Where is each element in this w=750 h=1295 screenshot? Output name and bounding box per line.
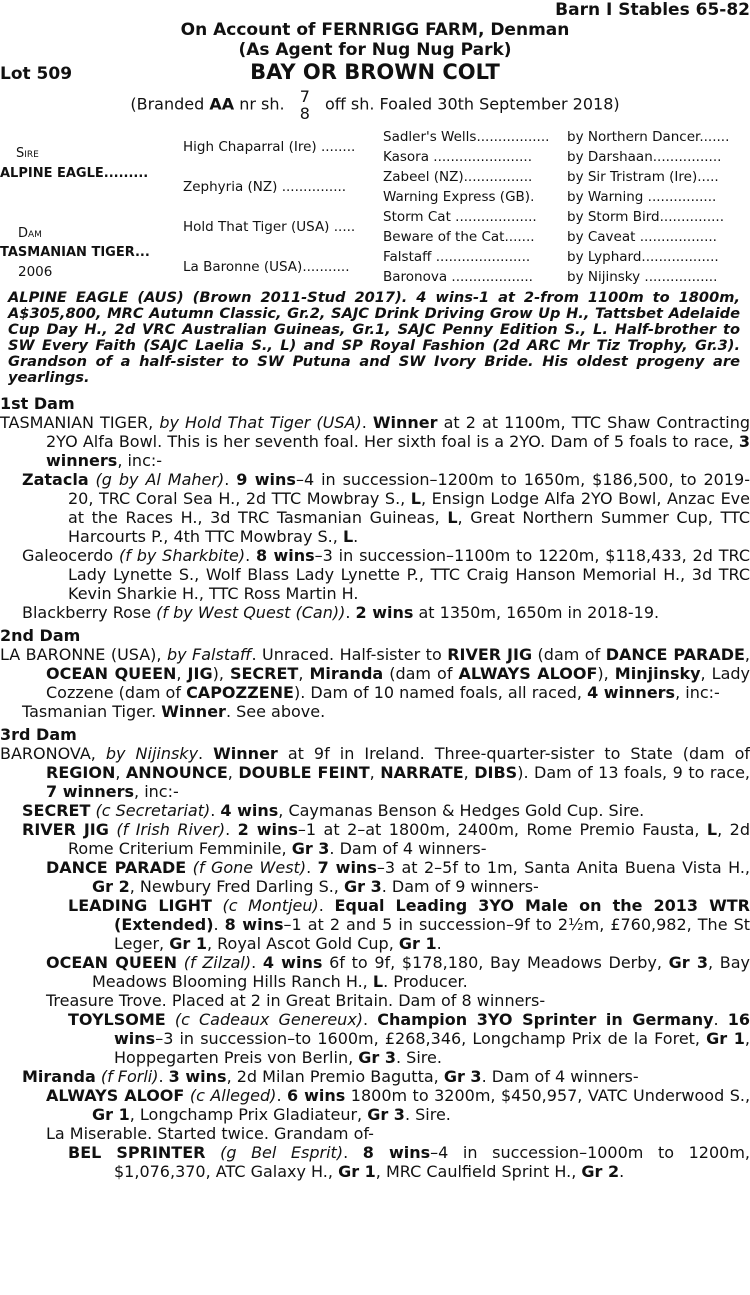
sire-dam: Zephyria (NZ) ............... xyxy=(183,179,347,195)
progeny-galeocerdo: Galeocerdo (f by Sharkbite). 8 wins–3 in succession–1100m to 1220m, $118,433, 2d TRC Lady Lynette S., Wolf Blass Lady Lynette P., TTC Craig Hanson Memorial H., 3d TRC Kevin Sharkie H., TTC Ross Martin H. xyxy=(22,546,750,603)
g3-1: Sadler's Wells................. xyxy=(383,129,550,145)
third-dam-entry: BARONOVA, by Nijinsky. Winner at 9f in Ireland. Three-quarter-sister to State (dam of REGION, ANNOUNCE, DOUBLE FEINT, NARRATE, DIBS). Dam of 13 foals, 9 to race, 7 winners, inc:- xyxy=(0,744,750,801)
progeny-la-miserable: La Miserable. Started twice. Grandam of- xyxy=(46,1124,374,1143)
dam-label: Dam xyxy=(18,226,42,241)
vendor-account: On Account of FERNRIGG FARM, Denman xyxy=(180,20,570,40)
dam-dam: La Baronne (USA)........... xyxy=(183,259,350,275)
sire-description: ALPINE EAGLE (AUS) (Brown 2011-Stud 2017). 4 wins-1 at 2-from 1100m to 1800m, A$305,800, MRC Autumn Classic, Gr.2, SAJC Drink Driving Grow Up H., Tattsbet Adelaide Cup Day H., 2d VRC Australian Guineas, Gr.1, SAJC Penny Edition S., L. Half-brother to SW Every Faith (SAJC Laelia S., L) and SP Royal Fashion (2d ARC Mr Tiz Trophy, Gr.3). Grandson of a half-sister to SW Putuna and SW Ivory Bride. His oldest progeny are yearlings. xyxy=(8,289,740,386)
sire-sire: High Chaparral (Ire) ........ xyxy=(183,139,356,155)
progeny-zatacla: Zatacla (g by Al Maher). 9 wins–4 in succession–1200m to 1650m, $186,500, to 2019-20, TRC Coral Sea H., 2d TTC Mowbray S., L, Ensign Lodge Alfa 2YO Bowl, Anzac Eve at the Races H., 3d TRC Tasmanian Guineas, L, Great Northern Summer Cup, TTC Harcourts P., 4th TTC Mowbray S., L. xyxy=(22,470,750,546)
brand-fraction: 7 8 xyxy=(299,87,310,123)
progeny-leading-light: LEADING LIGHT (c Montjeu). Equal Leading 3YO Male on the 2013 WTR (Extended). 8 wins–1 at 2 and 5 in succession–9f to 2½m, £760,982, The St Leger, Gr 1, Royal Ascot Gold Cup, Gr 1. xyxy=(68,896,750,953)
g3-4: Warning Express (GB). xyxy=(383,189,535,205)
first-dam-entry: TASMANIAN TIGER, by Hold That Tiger (USA). Winner at 2 at 1100m, TTC Shaw Contracting 2YO Alfa Bowl. This is her seventh foal. Her sixth foal is a 2YO. Dam of 5 foals to race, 3 winners, inc:- xyxy=(0,413,750,470)
second-dam-entry: LA BARONNE (USA), by Falstaff. Unraced. Half-sister to RIVER JIG (dam of DANCE PARADE, OCEAN QUEEN, JIG), SECRET, Miranda (dam of ALWAYS ALOOF), Minjinsky, Lady Cozzene (dam of CAPOZZENE). Dam of 10 named foals, all raced, 4 winners, inc:- xyxy=(0,645,750,702)
dam-name: TASMANIAN TIGER... xyxy=(0,245,150,260)
progeny-blackberry-rose: Blackberry Rose (f by West Quest (Can)). 2 wins at 1350m, 1650m in 2018-19. xyxy=(22,603,660,622)
third-dam-heading: 3rd Dam xyxy=(0,725,77,744)
lot-row xyxy=(0,60,750,88)
sire-label: Sire xyxy=(16,146,39,161)
sire-name: ALPINE EAGLE......... xyxy=(0,166,149,181)
progeny-bel-sprinter: BEL SPRINTER (g Bel Esprit). 8 wins–4 in succession–1000m to 1200m, $1,076,370, ATC Galaxy H., Gr 1, MRC Caulfield Sprint H., Gr 2. xyxy=(68,1143,750,1181)
g3-7: Falstaff ...................... xyxy=(383,249,531,265)
pedigree-table xyxy=(0,128,750,288)
g3-8: Baronova ................... xyxy=(383,269,533,285)
progeny-tasmanian-tiger: Tasmanian Tiger. Winner. See above. xyxy=(22,702,326,721)
g3-2: Kasora ....................... xyxy=(383,149,533,165)
g4-4: by Warning ................ xyxy=(567,189,717,205)
progeny-miranda: Miranda (f Forli). 3 wins, 2d Milan Premio Bagutta, Gr 3. Dam of 4 winners- xyxy=(22,1067,639,1086)
first-dam-heading: 1st Dam xyxy=(0,394,75,413)
dam-year: 2006 xyxy=(18,264,53,280)
g3-6: Beware of the Cat....... xyxy=(383,229,535,245)
second-dam-heading: 2nd Dam xyxy=(0,626,81,645)
dam-sire: Hold That Tiger (USA) ..... xyxy=(183,219,356,235)
brand-mark: AA xyxy=(209,94,235,114)
progeny-secret: SECRET (c Secretariat). 4 wins, Caymanas Benson & Hedges Gold Cup. Sire. xyxy=(22,801,645,820)
lot-title: BAY OR BROWN COLT xyxy=(250,60,500,84)
progeny-always-aloof: ALWAYS ALOOF (c Alleged). 6 wins 1800m to 3200m, $450,957, VATC Underwood S., Gr 1, Longchamp Prix Gladiateur, Gr 3. Sire. xyxy=(46,1086,750,1124)
g4-1: by Northern Dancer....... xyxy=(567,129,730,145)
lot-number: Lot 509 xyxy=(0,64,73,84)
g4-5: by Storm Bird............... xyxy=(567,209,724,225)
g3-5: Storm Cat ................... xyxy=(383,209,537,225)
barn-location: Barn I Stables 65-82 xyxy=(555,0,750,20)
vendor-agent: (As Agent for Nug Nug Park) xyxy=(238,40,512,60)
g4-3: by Sir Tristram (Ire)..... xyxy=(567,169,719,185)
progeny-toylsome: TOYLSOME (c Cadeaux Genereux). Champion 3YO Sprinter in Germany. 16 wins–3 in succession–to 1600m, £268,346, Longchamp Prix de la Foret, Gr 1, Hoppegarten Preis von Berlin, Gr 3. Sire. xyxy=(68,1010,750,1067)
g4-8: by Nijinsky ................. xyxy=(567,269,718,285)
g4-2: by Darshaan................ xyxy=(567,149,722,165)
g3-3: Zabeel (NZ)................ xyxy=(383,169,533,185)
g4-7: by Lyphard.................. xyxy=(567,249,719,265)
brand-line: (Branded AA nr sh. 7 8 off sh. Foaled 30th September 2018) xyxy=(130,87,620,123)
progeny-river-jig: RIVER JIG (f Irish River). 2 wins–1 at 2–at 1800m, 2400m, Rome Premio Fausta, L, 2d Rome Criterium Femminile, Gr 3. Dam of 4 winners- xyxy=(22,820,750,858)
progeny-ocean-queen: OCEAN QUEEN (f Zilzal). 4 wins 6f to 9f, $178,180, Bay Meadows Derby, Gr 3, Bay Meadows Blooming Hills Ranch H., L. Producer. xyxy=(46,953,750,991)
progeny-treasure-trove: Treasure Trove. Placed at 2 in Great Britain. Dam of 8 winners- xyxy=(46,991,546,1010)
g4-6: by Caveat .................. xyxy=(567,229,717,245)
progeny-dance-parade: DANCE PARADE (f Gone West). 7 wins–3 at 2–5f to 1m, Santa Anita Buena Vista H., Gr 2, Newbury Fred Darling S., Gr 3. Dam of 9 winners- xyxy=(46,858,750,896)
